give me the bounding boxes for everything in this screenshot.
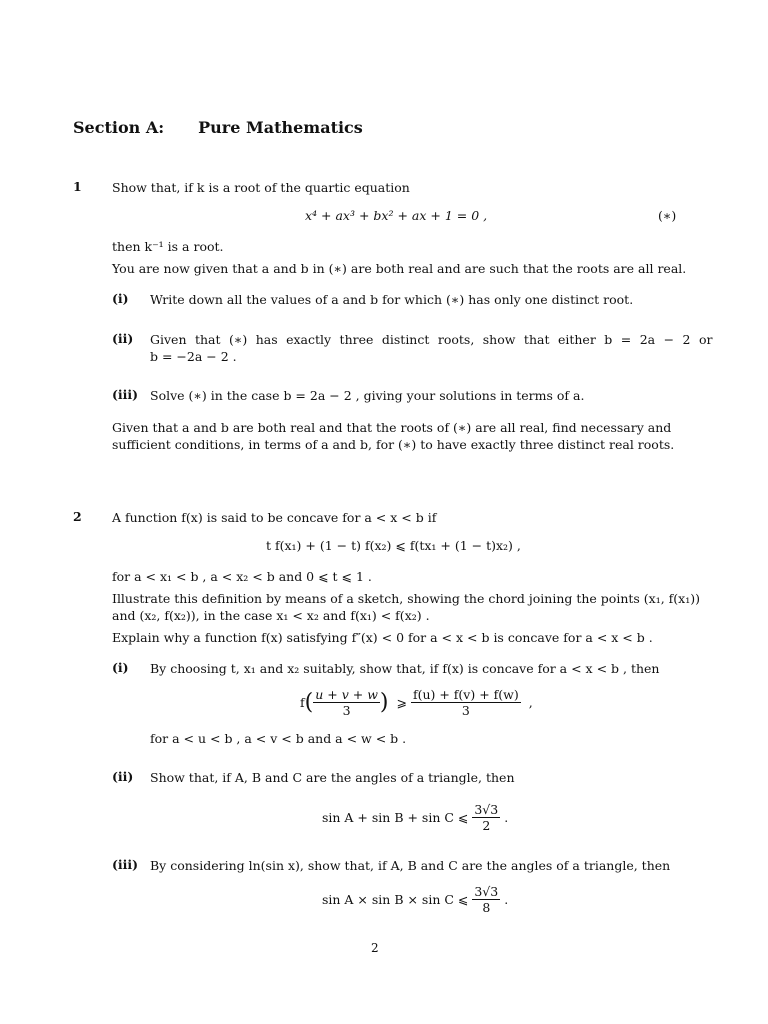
section-label: Section A: bbox=[73, 118, 165, 137]
q2-part-i-text: By choosing t, x₁ and x₂ suitably, show that, if f(x) is concave for a < x < b , then bbox=[150, 661, 660, 676]
section-heading bbox=[73, 118, 363, 137]
q2-part-i-rhs-numerator: f(u) + f(v) + f(w) bbox=[412, 687, 519, 702]
q2-part-iii-label: (iii) bbox=[112, 857, 139, 872]
q2-part-ii-label: (ii) bbox=[112, 769, 134, 784]
q2-part-ii-lhs: sin A + sin B + sin C ⩽ bbox=[322, 810, 469, 825]
q2-for-line: for a < x₁ < b , a < x₂ < b and 0 ⩽ t ⩽ 1 . bbox=[112, 569, 372, 584]
q2-part-ii-text: Show that, if A, B and C are the angles of a triangle, then bbox=[150, 770, 515, 785]
q2-part-i-inequality: f( $\frac{u + v + w}{3}$ ) ⩾ $\frac{f(u) + f(v) + f(w)}{3}$ , bbox=[300, 687, 533, 718]
question-2-number: 2 bbox=[73, 509, 82, 524]
q2-part-iii-text: By considering ln(sin x), show that, if A, B and C are the angles of a triangle, then bbox=[150, 858, 671, 873]
q1-then: then k⁻¹ is a root. bbox=[112, 239, 224, 254]
q2-part-iii-numerator: 3√3 bbox=[474, 884, 499, 899]
q2-definition-equation: t f(x₁) + (1 − t) f(x₂) ⩽ f(tx₁ + (1 − t)x₂) , bbox=[266, 538, 521, 553]
q1-part-i-text: Write down all the values of a and b for which (∗) has only one distinct root. bbox=[150, 292, 634, 307]
q1-intro: Show that, if k is a root of the quartic equation bbox=[112, 180, 410, 195]
q1-part-ii-text-line2: b = −2a − 2 . bbox=[150, 349, 237, 364]
q2-part-i-label: (i) bbox=[112, 660, 129, 675]
q1-part-i-label: (i) bbox=[112, 291, 129, 306]
q1-part-ii-label: (ii) bbox=[112, 331, 134, 346]
q2-part-i-lhs-numerator: u + v + w bbox=[315, 687, 378, 702]
q2-part-ii-denominator: 2 bbox=[482, 818, 491, 833]
q1-equation: x⁴ + ax³ + bx² + ax + 1 = 0 , bbox=[305, 208, 488, 223]
q2-part-i-lhs-f: f bbox=[300, 695, 305, 710]
q2-part-ii-numerator: 3√3 bbox=[474, 802, 499, 817]
q2-explain: Explain why a function f(x) satisfying f″(x) < 0 for a < x < b is concave for a < x < b . bbox=[112, 630, 653, 645]
q2-part-ii-inequality bbox=[322, 802, 508, 833]
q2-part-i-lhs-denominator: 3 bbox=[342, 703, 351, 718]
q1-final-line1: Given that a and b are both real and that the roots of (∗) are all real, find necessary and bbox=[112, 420, 672, 435]
q2-part-i-end: , bbox=[528, 695, 533, 710]
q1-part-iii-label: (iii) bbox=[112, 387, 139, 402]
q2-part-ii-end: . bbox=[504, 810, 509, 825]
q2-illustrate-line1: Illustrate this definition by means of a sketch, showing the chord joining the points (x₁, f(x₁)) bbox=[112, 591, 700, 606]
q2-part-iii-denominator: 8 bbox=[482, 900, 491, 915]
question-1-number: 1 bbox=[73, 179, 82, 194]
q1-equation-tag: (∗) bbox=[658, 208, 677, 223]
q1-final-line2: sufficient conditions, in terms of a and b, for (∗) to have exactly three distinct real roots. bbox=[112, 437, 675, 452]
q2-part-iii-lhs: sin A × sin B × sin C ⩽ bbox=[322, 892, 469, 907]
q2-part-iii-inequality bbox=[322, 884, 508, 915]
q2-part-i-relation: ⩾ bbox=[396, 695, 407, 710]
section-name: Pure Mathematics bbox=[198, 118, 363, 137]
q1-given: You are now given that a and b in (∗) are both real and are such that the roots are all real. bbox=[112, 261, 687, 276]
q1-part-ii-text-line1: Given that (∗) has exactly three distinct roots, show that either b = 2a − 2 or bbox=[150, 332, 713, 347]
q2-illustrate-line2: and (x₂, f(x₂)), in the case x₁ < x₂ and f(x₁) < f(x₂) . bbox=[112, 608, 430, 623]
page-number: 2 bbox=[371, 941, 379, 955]
q2-part-i-condition: for a < u < b , a < v < b and a < w < b . bbox=[150, 731, 407, 746]
q2-intro: A function f(x) is said to be concave for a < x < b if bbox=[112, 510, 437, 525]
q2-part-iii-end: . bbox=[504, 892, 509, 907]
q1-part-iii-text: Solve (∗) in the case b = 2a − 2 , giving your solutions in terms of a. bbox=[150, 388, 585, 403]
q2-part-i-rhs-denominator: 3 bbox=[461, 703, 470, 718]
